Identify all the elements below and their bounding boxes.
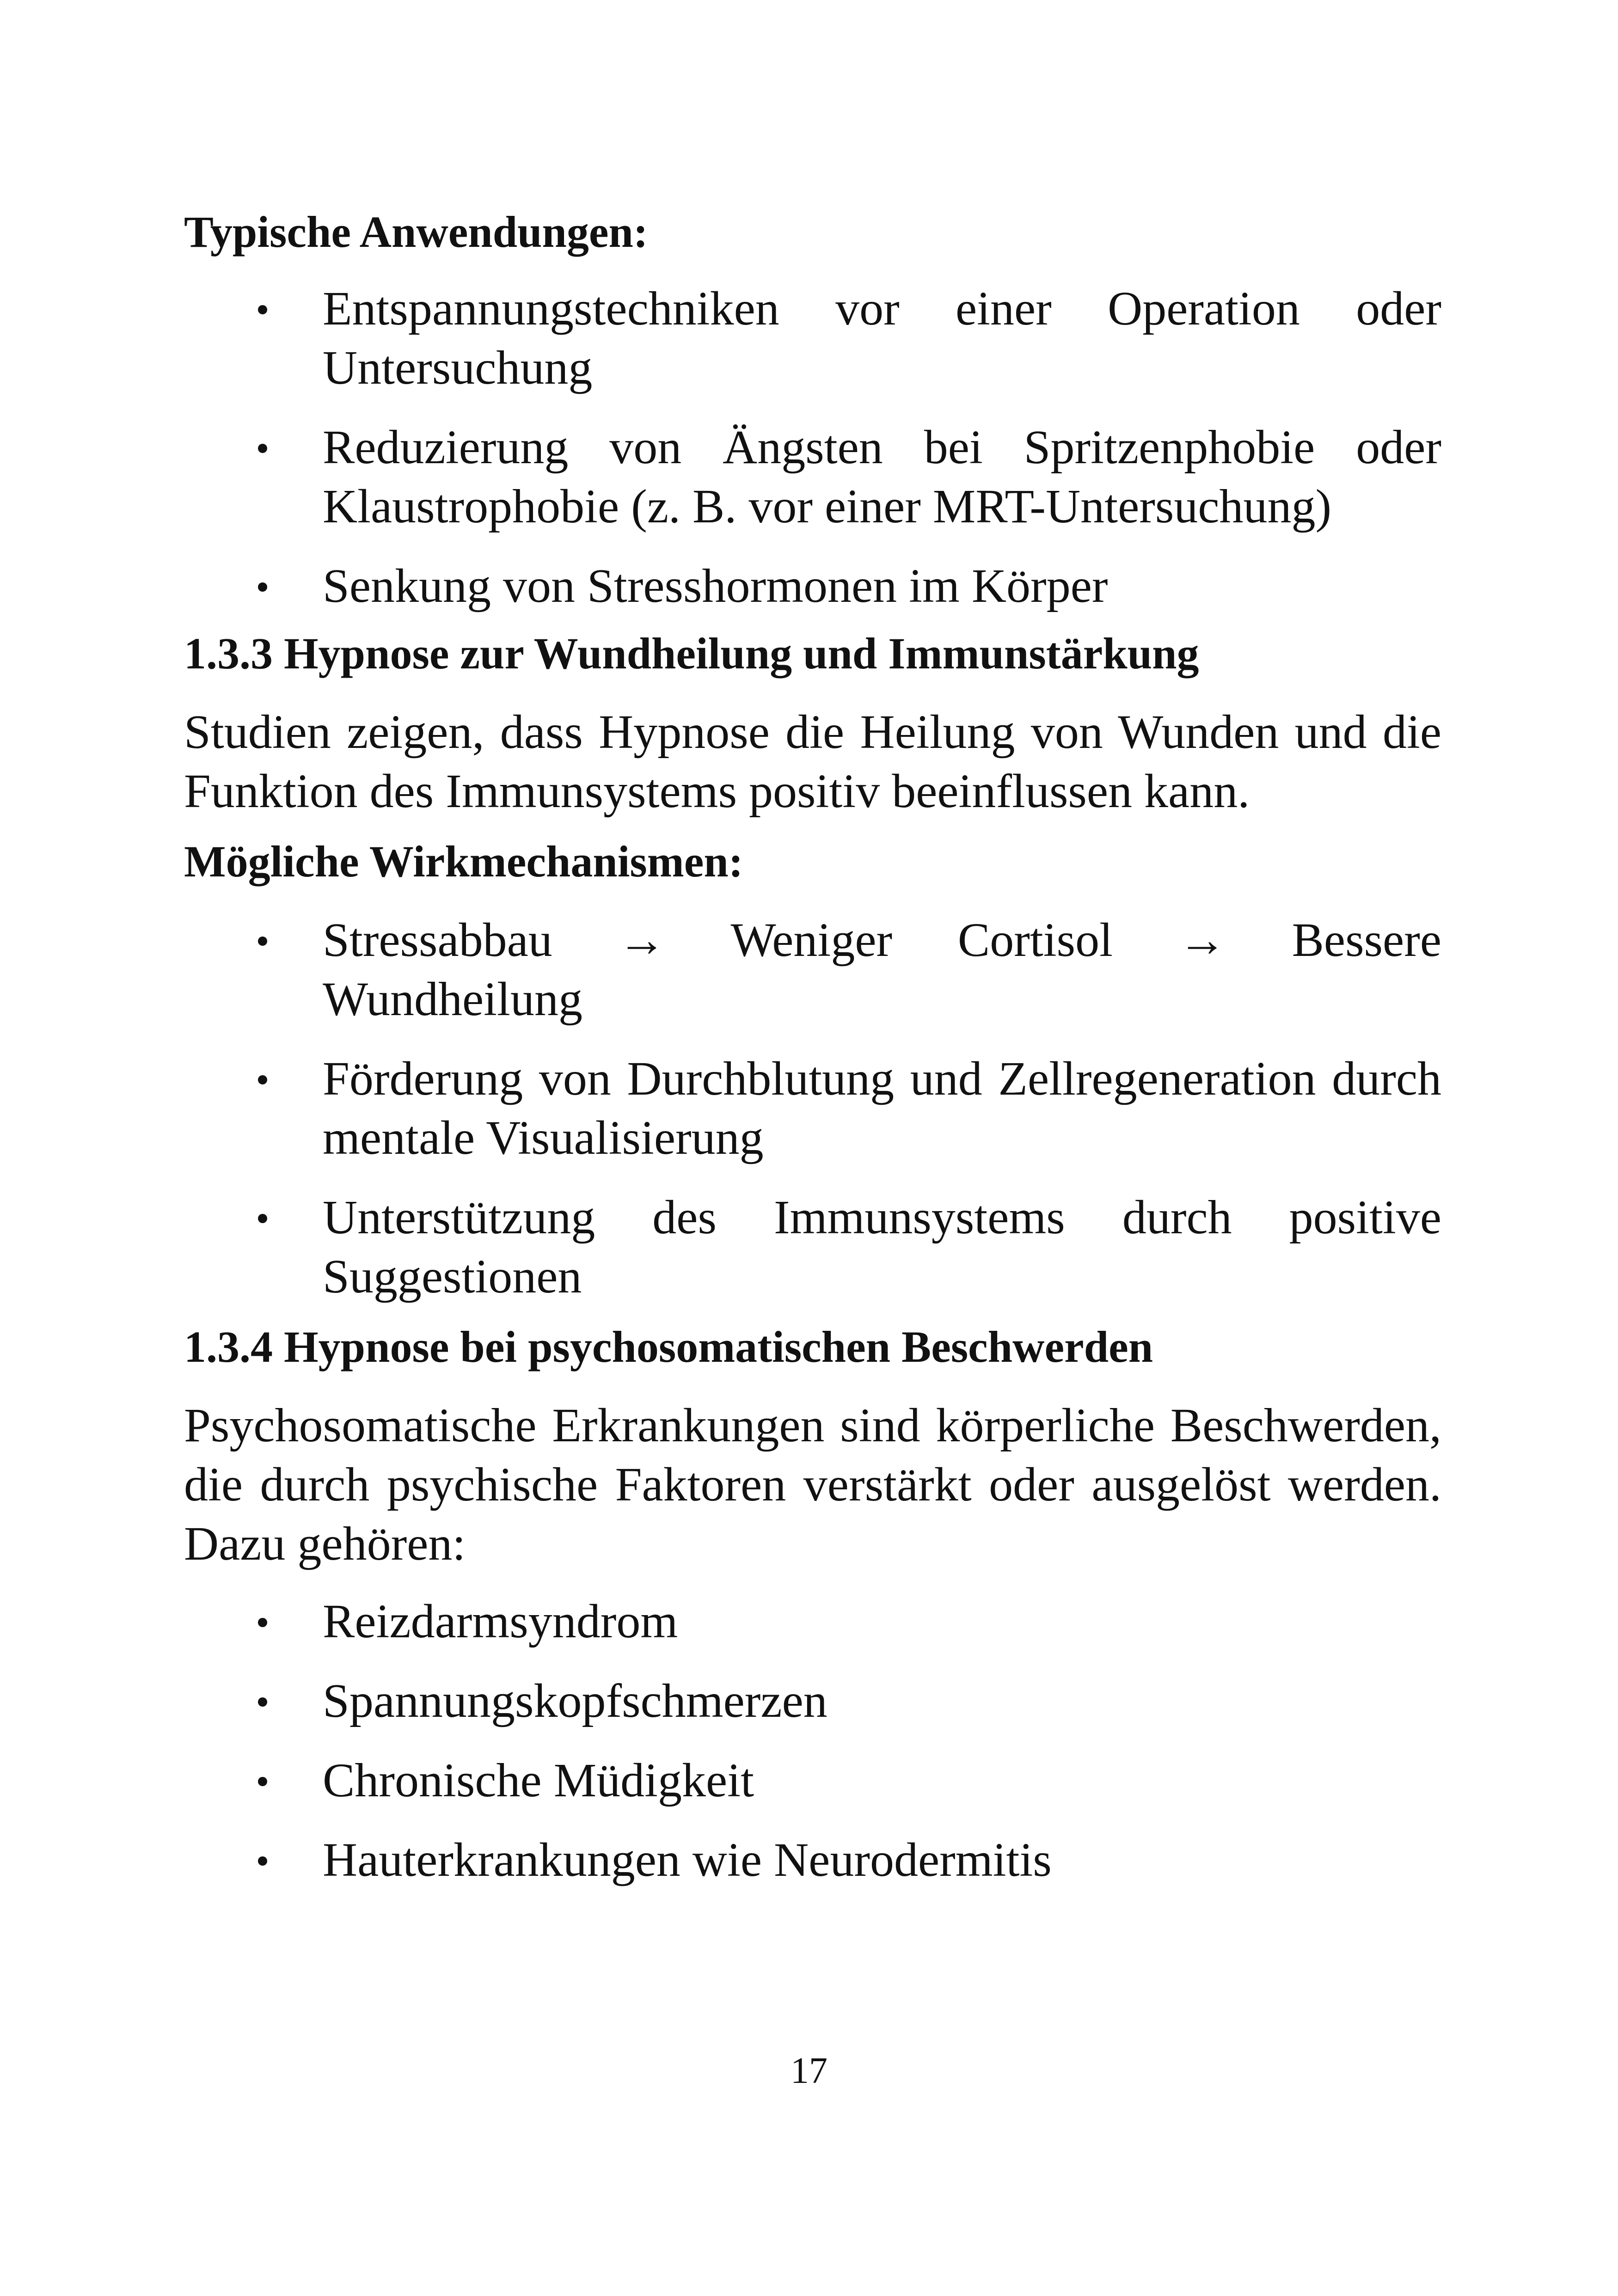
list-item-text: Hauterkrankungen wie Neurodermitis: [323, 1833, 1052, 1886]
mechanisms-list: [184, 911, 1441, 1306]
list-item-text: Förderung von Durchblutung und Zellregeneration durch mentale Visualisierung: [323, 1052, 1441, 1164]
list-item-text: Stressabbau → Weniger Cortisol → Bessere Wundheilung: [323, 913, 1441, 1026]
list-item: [184, 557, 1441, 616]
list-item-text: Entspannungstechniken vor einer Operation oder Untersuchung: [323, 282, 1441, 394]
list-item-text: Chronische Müdigkeit: [323, 1754, 754, 1807]
bullet-icon: [258, 1777, 267, 1786]
bullet-icon: [258, 582, 267, 592]
psychosomatic-list: [184, 1592, 1441, 1890]
list-item-text: Reduzierung von Ängsten bei Spritzenphobie oder Klaustrophobie (z. B. vor einer MRT-Untersuchung): [323, 421, 1441, 533]
list-item: [184, 1592, 1441, 1651]
bullet-icon: [258, 1856, 267, 1866]
section-1-3-3-heading: 1.3.3 Hypnose zur Wundheilung und Immunstärkung: [184, 629, 1199, 678]
list-item: [184, 911, 1441, 1029]
list-item: [184, 418, 1441, 536]
list-item-text: Spannungskopfschmerzen: [323, 1674, 827, 1727]
list-item: [184, 1831, 1441, 1890]
list-item: [184, 1188, 1441, 1306]
bullet-icon: [258, 305, 267, 314]
mechanisms-heading: Mögliche Wirkmechanismen:: [184, 837, 743, 886]
list-item-text: Senkung von Stresshormonen im Körper: [323, 559, 1108, 612]
list-item-text: Reizdarmsyndrom: [323, 1595, 678, 1648]
section-1-3-3-paragraph: Studien zeigen, dass Hypnose die Heilung von Wunden und die Funktion des Immunsystems positiv beeinflussen kann.: [184, 705, 1441, 818]
typical-applications-heading: Typische Anwendungen:: [184, 207, 648, 257]
list-item: [184, 1751, 1441, 1810]
bullet-icon: [258, 1618, 267, 1627]
list-item: [184, 1671, 1441, 1731]
list-item: [184, 1049, 1441, 1168]
list-item: [184, 279, 1441, 398]
list-item-text: Unterstützung des Immunsystems durch positive Suggestionen: [323, 1191, 1441, 1303]
bullet-icon: [258, 1697, 267, 1707]
page-number: 17: [791, 2051, 827, 2091]
page-content: [184, 203, 1441, 1890]
bullet-icon: [258, 1075, 267, 1084]
bullet-icon: [258, 444, 267, 453]
section-1-3-4-paragraph: Psychosomatische Erkrankungen sind körperliche Beschwerden, die durch psychische Faktoren verstärkt oder ausgelöst werden. Dazu gehören:: [184, 1399, 1441, 1570]
bullet-icon: [258, 1214, 267, 1223]
section-1-3-4-heading: 1.3.4 Hypnose bei psychosomatischen Beschwerden: [184, 1322, 1153, 1371]
typical-applications-list: [184, 279, 1441, 616]
bullet-icon: [258, 937, 267, 946]
